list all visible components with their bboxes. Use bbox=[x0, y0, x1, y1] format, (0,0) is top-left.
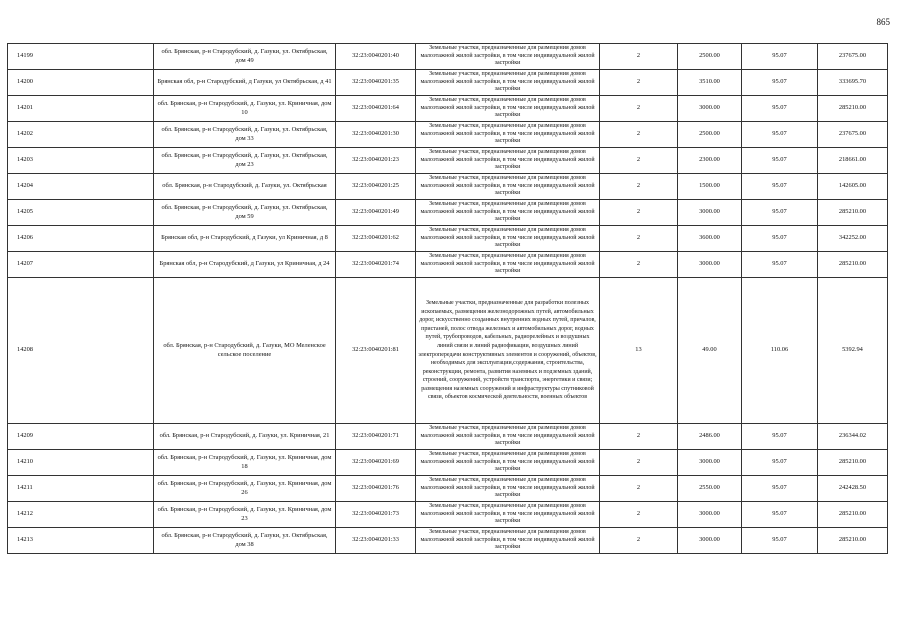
table-row bbox=[8, 226, 888, 252]
specific-value-cell: 95.07 bbox=[742, 502, 818, 528]
row-number-cell: 14202 bbox=[8, 122, 154, 148]
area-cell: 3000.00 bbox=[678, 502, 742, 528]
table-row bbox=[8, 450, 888, 476]
area-cell: 2486.00 bbox=[678, 424, 742, 450]
cadastral-value-cell: 142605.00 bbox=[818, 174, 888, 200]
group-number-cell: 2 bbox=[600, 528, 678, 554]
group-number-cell: 2 bbox=[600, 70, 678, 96]
group-number-cell: 2 bbox=[600, 122, 678, 148]
cadastral-number-cell: 32:23:0040201:64 bbox=[336, 96, 416, 122]
specific-value-cell: 95.07 bbox=[742, 96, 818, 122]
cadastral-number-cell: 32:23:0040201:40 bbox=[336, 44, 416, 70]
specific-value-cell: 95.07 bbox=[742, 252, 818, 278]
page-number: 865 bbox=[876, 17, 890, 27]
cadastral-value-cell: 342252.00 bbox=[818, 226, 888, 252]
cadastral-number-cell: 32:23:0040201:76 bbox=[336, 476, 416, 502]
row-number-cell: 14208 bbox=[8, 278, 154, 424]
address-cell: Брянская обл, р-н Стародубский, д Газуки, ул Октябрьская, д 41 bbox=[154, 70, 336, 96]
land-use-cell: Земельные участки, предназначенные для размещения домов малоэтажной жилой застройки, в том числе индивидуальной жилой застройки bbox=[416, 226, 600, 252]
cadastral-value-cell: 285210.00 bbox=[818, 252, 888, 278]
table-row bbox=[8, 278, 888, 424]
row-number-cell: 14203 bbox=[8, 148, 154, 174]
area-cell: 3000.00 bbox=[678, 252, 742, 278]
group-number-cell: 2 bbox=[600, 424, 678, 450]
specific-value-cell: 95.07 bbox=[742, 122, 818, 148]
group-number-cell: 2 bbox=[600, 174, 678, 200]
cadastral-number-cell: 32:23:0040201:74 bbox=[336, 252, 416, 278]
land-use-cell: Земельные участки, предназначенные для размещения домов малоэтажной жилой застройки, в том числе индивидуальной жилой застройки bbox=[416, 450, 600, 476]
land-use-cell: Земельные участки, предназначенные для размещения домов малоэтажной жилой застройки, в том числе индивидуальной жилой застройки bbox=[416, 70, 600, 96]
cadastral-value-cell: 285210.00 bbox=[818, 528, 888, 554]
table-row bbox=[8, 502, 888, 528]
address-cell: обл. Брянская, р-н Стародубский, д. Газуки, ул. Октябрьская, дом 38 bbox=[154, 528, 336, 554]
land-use-cell: Земельные участки, предназначенные для разработки полезных ископаемых, размещения железнодорожных путей, автомобильных дорог, искусственно созданных внутренних водных путей, причалов, пристаней, полос отвода железных и автомобильных дорог, водных путей, трубопроводов, кабельных, радиорелейных и воздушных линий связи и линий радиофикации, воздушных линий электропередачи конструктивных элементов и сооружений, объектов, необходимых для эксплуатации,содержания, строительства, реконструкции, ремонта, развития наземных и подземных зданий, строений, сооружений, устройств транспорта, энергетики и связи; размещения наземных сооружений и инфраструктуры спутниковой связи, объектов космической деятельности, военных объектов bbox=[416, 278, 600, 424]
area-cell: 3510.00 bbox=[678, 70, 742, 96]
cadastral-number-cell: 32:23:0040201:35 bbox=[336, 70, 416, 96]
table-row bbox=[8, 96, 888, 122]
specific-value-cell: 95.07 bbox=[742, 476, 818, 502]
cadastral-value-cell: 285210.00 bbox=[818, 502, 888, 528]
cadastral-number-cell: 32:23:0040201:49 bbox=[336, 200, 416, 226]
table-row bbox=[8, 44, 888, 70]
table-row bbox=[8, 148, 888, 174]
table-row bbox=[8, 174, 888, 200]
address-cell: обл. Брянская, р-н Стародубский, д. Газуки, ул. Октябрьская bbox=[154, 174, 336, 200]
address-cell: обл. Брянская, р-н Стародубский, д. Газуки, ул. Криничная, дом 26 bbox=[154, 476, 336, 502]
address-cell: обл. Брянская, р-н Стародубский, д. Газуки, ул. Октябрьская, дом 49 bbox=[154, 44, 336, 70]
cadastral-number-cell: 32:23:0040201:25 bbox=[336, 174, 416, 200]
address-cell: обл. Брянская, р-н Стародубский, д. Газуки, ул. Криничная, 21 bbox=[154, 424, 336, 450]
area-cell: 3000.00 bbox=[678, 200, 742, 226]
land-use-cell: Земельные участки, предназначенные для размещения домов малоэтажной жилой застройки, в том числе индивидуальной жилой застройки bbox=[416, 174, 600, 200]
area-cell: 3600.00 bbox=[678, 226, 742, 252]
area-cell: 3000.00 bbox=[678, 450, 742, 476]
address-cell: обл. Брянская, р-н Стародубский, д. Газуки, ул. Октябрьская, дом 33 bbox=[154, 122, 336, 148]
cadastral-number-cell: 32:23:0040201:33 bbox=[336, 528, 416, 554]
row-number-cell: 14213 bbox=[8, 528, 154, 554]
land-use-cell: Земельные участки, предназначенные для размещения домов малоэтажной жилой застройки, в том числе индивидуальной жилой застройки bbox=[416, 502, 600, 528]
address-cell: обл. Брянская, р-н Стародубский, д. Газуки, МО Меленское сельское поселение bbox=[154, 278, 336, 424]
address-cell: обл. Брянская, р-н Стародубский, д. Газуки, ул. Криничная, дом 23 bbox=[154, 502, 336, 528]
cadastral-number-cell: 32:23:0040201:69 bbox=[336, 450, 416, 476]
row-number-cell: 14199 bbox=[8, 44, 154, 70]
group-number-cell: 2 bbox=[600, 450, 678, 476]
specific-value-cell: 95.07 bbox=[742, 528, 818, 554]
cadastral-value-cell: 285210.00 bbox=[818, 96, 888, 122]
row-number-cell: 14200 bbox=[8, 70, 154, 96]
table-row bbox=[8, 70, 888, 96]
cadastral-value-cell: 333695.70 bbox=[818, 70, 888, 96]
specific-value-cell: 95.07 bbox=[742, 424, 818, 450]
specific-value-cell: 95.07 bbox=[742, 226, 818, 252]
cadastral-number-cell: 32:23:0040201:81 bbox=[336, 278, 416, 424]
cadastral-value-table bbox=[7, 43, 888, 554]
area-cell: 1500.00 bbox=[678, 174, 742, 200]
land-use-cell: Земельные участки, предназначенные для размещения домов малоэтажной жилой застройки, в том числе индивидуальной жилой застройки bbox=[416, 252, 600, 278]
land-use-cell: Земельные участки, предназначенные для размещения домов малоэтажной жилой застройки, в том числе индивидуальной жилой застройки bbox=[416, 96, 600, 122]
row-number-cell: 14205 bbox=[8, 200, 154, 226]
area-cell: 3000.00 bbox=[678, 96, 742, 122]
row-number-cell: 14207 bbox=[8, 252, 154, 278]
specific-value-cell: 95.07 bbox=[742, 200, 818, 226]
address-cell: обл. Брянская, р-н Стародубский, д. Газуки, ул. Октябрьская, дом 59 bbox=[154, 200, 336, 226]
specific-value-cell: 95.07 bbox=[742, 148, 818, 174]
address-cell: обл. Брянская, р-н Стародубский, д. Газуки, ул. Криничная, дом 18 bbox=[154, 450, 336, 476]
table-row bbox=[8, 528, 888, 554]
cadastral-number-cell: 32:23:0040201:73 bbox=[336, 502, 416, 528]
table-row bbox=[8, 200, 888, 226]
specific-value-cell: 95.07 bbox=[742, 450, 818, 476]
group-number-cell: 13 bbox=[600, 278, 678, 424]
row-number-cell: 14210 bbox=[8, 450, 154, 476]
group-number-cell: 2 bbox=[600, 502, 678, 528]
table-row bbox=[8, 252, 888, 278]
cadastral-value-cell: 285210.00 bbox=[818, 450, 888, 476]
cadastral-value-cell: 5392.94 bbox=[818, 278, 888, 424]
group-number-cell: 2 bbox=[600, 44, 678, 70]
group-number-cell: 2 bbox=[600, 148, 678, 174]
area-cell: 3000.00 bbox=[678, 528, 742, 554]
address-cell: Брянская обл, р-н Стародубский, д Газуки, ул Криничная, д 24 bbox=[154, 252, 336, 278]
address-cell: обл. Брянская, р-н Стародубский, д. Газуки, ул. Октябрьская, дом 23 bbox=[154, 148, 336, 174]
cadastral-value-cell: 218661.00 bbox=[818, 148, 888, 174]
area-cell: 2300.00 bbox=[678, 148, 742, 174]
group-number-cell: 2 bbox=[600, 476, 678, 502]
cadastral-value-cell: 285210.00 bbox=[818, 200, 888, 226]
land-use-cell: Земельные участки, предназначенные для размещения домов малоэтажной жилой застройки, в том числе индивидуальной жилой застройки bbox=[416, 122, 600, 148]
row-number-cell: 14206 bbox=[8, 226, 154, 252]
cadastral-value-cell: 237675.00 bbox=[818, 44, 888, 70]
table-row bbox=[8, 122, 888, 148]
land-use-cell: Земельные участки, предназначенные для размещения домов малоэтажной жилой застройки, в том числе индивидуальной жилой застройки bbox=[416, 148, 600, 174]
cadastral-value-cell: 236344.02 bbox=[818, 424, 888, 450]
row-number-cell: 14209 bbox=[8, 424, 154, 450]
group-number-cell: 2 bbox=[600, 252, 678, 278]
row-number-cell: 14204 bbox=[8, 174, 154, 200]
cadastral-number-cell: 32:23:0040201:71 bbox=[336, 424, 416, 450]
cadastral-number-cell: 32:23:0040201:30 bbox=[336, 122, 416, 148]
table-row bbox=[8, 424, 888, 450]
group-number-cell: 2 bbox=[600, 226, 678, 252]
land-use-cell: Земельные участки, предназначенные для размещения домов малоэтажной жилой застройки, в том числе индивидуальной жилой застройки bbox=[416, 528, 600, 554]
specific-value-cell: 95.07 bbox=[742, 70, 818, 96]
specific-value-cell: 95.07 bbox=[742, 44, 818, 70]
address-cell: обл. Брянская, р-н Стародубский, д. Газуки, ул. Криничная, дом 10 bbox=[154, 96, 336, 122]
land-use-cell: Земельные участки, предназначенные для размещения домов малоэтажной жилой застройки, в том числе индивидуальной жилой застройки bbox=[416, 200, 600, 226]
area-cell: 2500.00 bbox=[678, 122, 742, 148]
group-number-cell: 2 bbox=[600, 96, 678, 122]
row-number-cell: 14212 bbox=[8, 502, 154, 528]
specific-value-cell: 95.07 bbox=[742, 174, 818, 200]
cadastral-number-cell: 32:23:0040201:62 bbox=[336, 226, 416, 252]
area-cell: 49.00 bbox=[678, 278, 742, 424]
group-number-cell: 2 bbox=[600, 200, 678, 226]
land-use-cell: Земельные участки, предназначенные для размещения домов малоэтажной жилой застройки, в том числе индивидуальной жилой застройки bbox=[416, 44, 600, 70]
specific-value-cell: 110.06 bbox=[742, 278, 818, 424]
area-cell: 2550.00 bbox=[678, 476, 742, 502]
land-use-cell: Земельные участки, предназначенные для размещения домов малоэтажной жилой застройки, в том числе индивидуальной жилой застройки bbox=[416, 476, 600, 502]
cadastral-number-cell: 32:23:0040201:23 bbox=[336, 148, 416, 174]
cadastral-value-cell: 242428.50 bbox=[818, 476, 888, 502]
row-number-cell: 14201 bbox=[8, 96, 154, 122]
land-use-cell: Земельные участки, предназначенные для размещения домов малоэтажной жилой застройки, в том числе индивидуальной жилой застройки bbox=[416, 424, 600, 450]
table-row bbox=[8, 476, 888, 502]
area-cell: 2500.00 bbox=[678, 44, 742, 70]
cadastral-value-cell: 237675.00 bbox=[818, 122, 888, 148]
address-cell: Брянская обл, р-н Стародубский, д Газуки, ул Криничная, д 8 bbox=[154, 226, 336, 252]
row-number-cell: 14211 bbox=[8, 476, 154, 502]
